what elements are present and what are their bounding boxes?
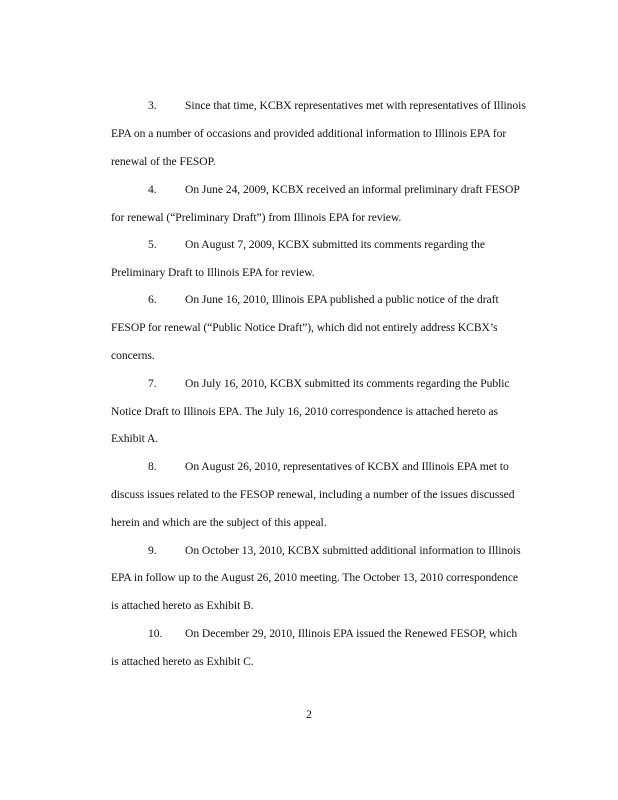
paragraph-3-line-3: renewal of the FESOP.: [111, 155, 216, 168]
paragraph-7-line-2: Notice Draft to Illinois EPA. The July 16, 2010 correspondence is attached hereto as: [111, 405, 498, 418]
paragraph-text: On August 26, 2010, representatives of KCBX and Illinois EPA met to: [185, 460, 509, 473]
paragraph-number: 10.: [148, 627, 163, 640]
paragraph-10-line-1: [148, 627, 517, 641]
paragraph-number: 3.: [148, 99, 157, 112]
paragraph-9-line-1: [148, 544, 521, 558]
paragraph-8-line-1: [148, 460, 509, 474]
paragraph-number: 6.: [148, 293, 157, 306]
paragraph-6-line-1: [148, 293, 499, 307]
paragraph-10-line-2: is attached hereto as Exhibit C.: [111, 655, 254, 668]
paragraph-8-line-2: discuss issues related to the FESOP renewal, including a number of the issues discussed: [111, 488, 515, 501]
paragraph-number: 4.: [148, 183, 157, 196]
paragraph-text: On December 29, 2010, Illinois EPA issued the Renewed FESOP, which: [185, 627, 518, 640]
paragraph-text: On June 24, 2009, KCBX received an informal preliminary draft FESOP: [185, 183, 520, 196]
paragraph-number: 7.: [148, 377, 157, 390]
paragraph-text: Since that time, KCBX representatives met with representatives of Illinois: [185, 99, 526, 112]
paragraph-text: On June 16, 2010, Illinois EPA published a public notice of the draft: [185, 293, 499, 306]
paragraph-5-line-1: [148, 238, 485, 252]
paragraph-text: On October 13, 2010, KCBX submitted additional information to Illinois: [185, 544, 521, 557]
paragraph-6-line-3: concerns.: [111, 349, 155, 362]
paragraph-9-line-2: EPA in follow up to the August 26, 2010 meeting. The October 13, 2010 correspondence: [111, 571, 518, 584]
page-number: 2: [306, 708, 312, 721]
paragraph-4-line-2: for renewal (“Preliminary Draft”) from Illinois EPA for review.: [111, 211, 402, 224]
paragraph-6-line-2: FESOP for renewal (“Public Notice Draft”), which did not entirely address KCBX’s: [111, 321, 498, 334]
paragraph-3-line-1: [148, 99, 526, 113]
paragraph-number: 5.: [148, 238, 157, 251]
paragraph-5-line-2: Preliminary Draft to Illinois EPA for review.: [111, 266, 315, 279]
paragraph-3-line-2: EPA on a number of occasions and provided additional information to Illinois EPA for: [111, 127, 507, 140]
paragraph-number: 9.: [148, 544, 157, 557]
paragraph-4-line-1: [148, 183, 520, 197]
paragraph-7-line-3: Exhibit A.: [111, 432, 159, 445]
paragraph-7-line-1: [148, 377, 510, 391]
paragraph-text: On July 16, 2010, KCBX submitted its comments regarding the Public: [185, 377, 510, 390]
paragraph-8-line-3: herein and which are the subject of this appeal.: [111, 516, 327, 529]
paragraph-9-line-3: is attached hereto as Exhibit B.: [111, 599, 254, 612]
paragraph-text: On August 7, 2009, KCBX submitted its comments regarding the: [185, 238, 486, 251]
paragraph-number: 8.: [148, 460, 157, 473]
